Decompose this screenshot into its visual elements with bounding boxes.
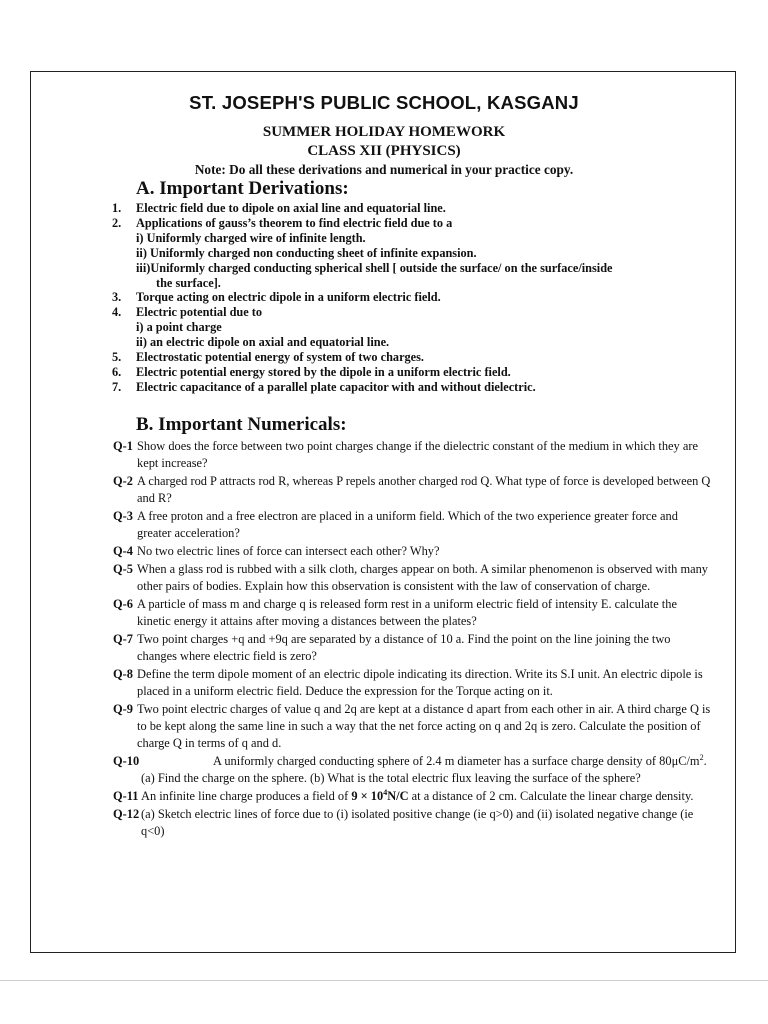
item-text: iii)Uniformly charged conducting spherical shell [ outside the surface/ on the surface/inside	[136, 260, 613, 275]
item-text: i) Uniformly charged wire of infinite length.	[136, 230, 366, 245]
question-text: Show does the force between two point charges change if the dielectric constant of the medium in which they are kept increase?	[137, 439, 698, 471]
item-text: ii) an electric dipole on axial and equatorial line.	[136, 335, 390, 350]
list-item	[112, 216, 712, 231]
item-number: 6.	[112, 364, 122, 379]
section-a-title: A. Important Derivations:	[136, 178, 349, 199]
charge-density-value: 80μC/m	[659, 753, 700, 768]
item-number: 4.	[112, 305, 122, 320]
question-text-cont: at a distance of 2 cm. Calculate the linear charge density.	[411, 788, 694, 803]
list-item	[112, 261, 712, 276]
question-number: Q-3	[113, 508, 133, 523]
question-number: Q-2	[113, 473, 133, 488]
section-b-title: B. Important Numericals:	[136, 414, 347, 435]
question-item	[113, 596, 713, 630]
derivations-list	[112, 201, 712, 395]
question-item	[113, 438, 713, 472]
item-text: Applications of gauss’s theorem to find electric field due to a	[136, 215, 453, 230]
question-number: Q-9	[113, 701, 133, 716]
homework-title: SUMMER HOLIDAY HOMEWORK	[262, 124, 506, 140]
item-text: Electric capacitance of a parallel plate capacitor with and without dielectric.	[136, 379, 536, 394]
question-item	[113, 561, 713, 595]
school-name: ST. JOSEPH'S PUBLIC SCHOOL, KASGANJ	[189, 92, 579, 113]
question-text: Define the term dipole moment of an electric dipole indicating its direction. Write its S.I unit. An electric dipole is placed in a uniform electric field. Deduce the expression for the Torque acting on it.	[137, 666, 703, 698]
question-item	[113, 788, 713, 805]
question-number: Q-8	[113, 666, 133, 681]
question-text: An infinite line charge produces a field of	[141, 788, 349, 803]
list-item	[112, 276, 712, 291]
item-text: Electric potential due to	[136, 305, 263, 320]
class-title: CLASS XII (PHYSICS)	[307, 143, 461, 159]
question-item	[113, 543, 713, 560]
list-item	[112, 231, 712, 246]
item-number: 5.	[112, 350, 122, 365]
list-item	[112, 305, 712, 320]
question-number: Q-5	[113, 561, 133, 576]
question-item	[113, 631, 713, 665]
question-number: Q-7	[113, 631, 133, 646]
item-number: 1.	[112, 201, 122, 215]
question-number: Q-1	[113, 439, 133, 453]
list-item	[112, 335, 712, 350]
question-text: (a) Sketch electric lines of force due to (i) isolated positive change (ie q>0) and (ii) isolated negative change (ie q<0)	[141, 806, 694, 838]
item-text: Electrostatic potential energy of system of two charges.	[136, 350, 424, 365]
question-number: Q-11	[113, 788, 139, 803]
question-text-cont: . (a) Find the charge on the sphere. (b) What is the total electric flux leaving the surface of the sphere?	[141, 753, 707, 785]
question-item	[113, 473, 713, 507]
item-text: Electric potential energy stored by the dipole in a uniform electric field.	[136, 364, 511, 379]
list-item	[112, 380, 712, 395]
item-text: i) a point charge	[136, 320, 222, 335]
exponent: 4	[383, 787, 388, 797]
question-text: A charged rod P attracts rod R, whereas P repels another charged rod Q. What type of force is developed between Q and R?	[137, 473, 711, 506]
question-text: A particle of mass m and charge q is released form rest in a uniform electric field of intensity E. calculate the kinetic energy it attains after moving a distances between the plates?	[137, 596, 677, 628]
item-text: Electric field due to dipole on axial line and equatorial line.	[136, 201, 446, 215]
question-item	[113, 806, 713, 840]
note-line: Note: Do all these derivations and numerical in your practice copy.	[194, 162, 574, 177]
question-text: No two electric lines of force can intersect each other? Why?	[137, 543, 440, 558]
item-text: ii) Uniformly charged non conducting sheet of infinite expansion.	[136, 245, 477, 260]
question-number: Q-12	[113, 806, 140, 821]
question-item	[113, 701, 713, 752]
list-item	[112, 290, 712, 305]
question-item	[113, 666, 713, 700]
list-item	[112, 201, 712, 216]
footer-divider	[0, 980, 768, 981]
item-number: 3.	[112, 290, 122, 305]
question-text: Two point electric charges of value q and 2q are kept at a distance d apart from each other in air. A third charge Q is to be kept along the same line in such a way that the net force acting on q and 2q is zero. Calculate the position of charge Q in terms of q and d.	[137, 701, 711, 750]
question-number: Q-6	[113, 596, 133, 611]
field-value: 9 × 10	[351, 788, 384, 803]
item-number: 7.	[112, 379, 122, 394]
list-item	[112, 350, 712, 365]
question-number: Q-4	[113, 543, 133, 558]
item-text: the surface].	[156, 275, 221, 290]
question-item	[113, 508, 713, 542]
field-unit: N/C	[387, 788, 409, 803]
question-text: A free proton and a free electron are placed in a uniform field. Which of the two experience greater force and greater acceleration?	[137, 508, 678, 541]
numericals-list	[113, 438, 713, 841]
question-number: Q-10	[113, 753, 140, 768]
question-text: A uniformly charged conducting sphere of 2.4 m diameter has a surface charge density of	[213, 753, 657, 768]
question-item	[113, 753, 713, 787]
list-item	[112, 365, 712, 380]
item-number: 2.	[112, 215, 122, 230]
list-item	[112, 246, 712, 261]
exponent: 2	[699, 752, 704, 762]
question-text: When a glass rod is rubbed with a silk cloth, charges appear on both. A similar phenomenon is observed with many other pairs of bodies. Explain how this observation is consistent with the law of conservation of charge.	[137, 561, 709, 593]
item-text: Torque acting on electric dipole in a uniform electric field.	[136, 290, 441, 305]
question-text: Two point charges +q and +9q are separated by a distance of 10 a. Find the point on the line joining the two changes where electric field is zero?	[137, 631, 671, 663]
list-item	[112, 320, 712, 335]
